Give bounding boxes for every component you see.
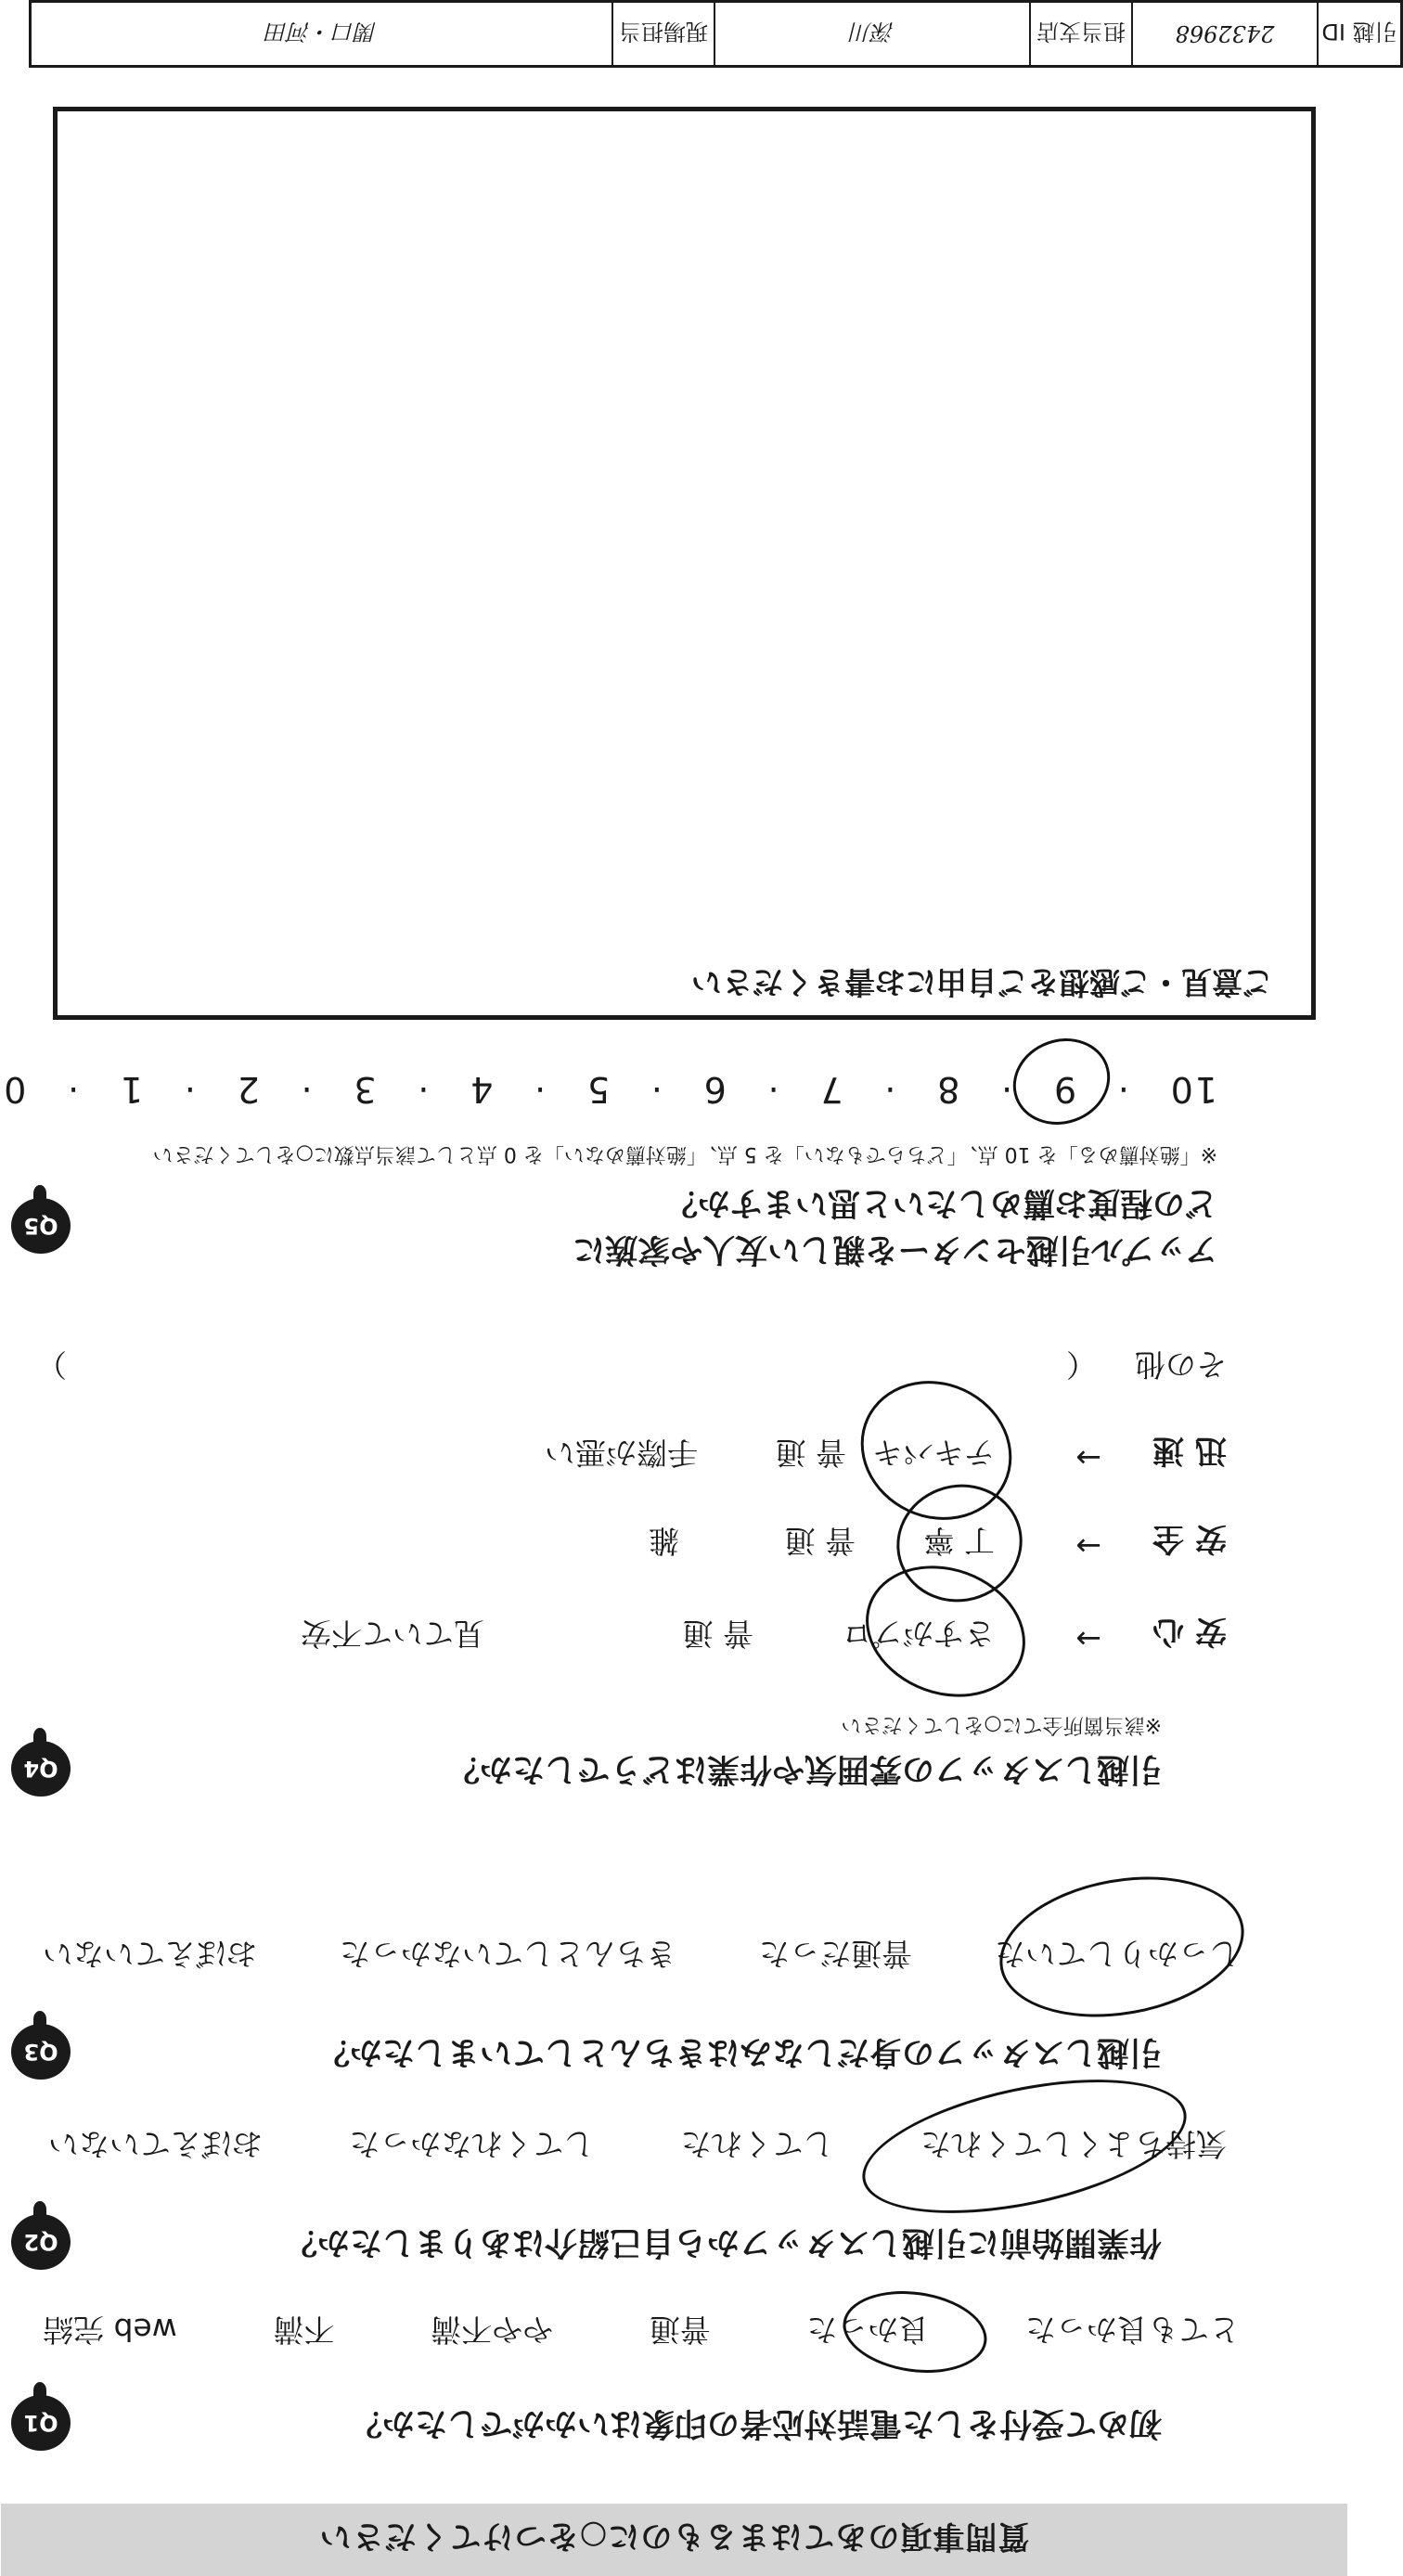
q1-option[interactable]: 良かった — [806, 2312, 930, 2348]
q2-selection-circle — [851, 2054, 1198, 2237]
q1-option[interactable]: 不満 — [273, 2312, 335, 2348]
q1-text: 初めて受付をした電話対応者の印象はいかがでしたか？ — [349, 2404, 1162, 2441]
q1-selection-circle — [838, 2283, 992, 2382]
instruction-banner: 質問事項のあてはまるものに○をつけてください — [1, 2504, 1347, 2576]
q5-badge: Q5 — [11, 1198, 71, 1254]
q1-option[interactable]: とても良かった — [1025, 2312, 1240, 2348]
q3-selection-circle — [988, 1859, 1255, 2035]
q5-score[interactable]: 3 — [352, 1069, 377, 1110]
q2-badge: Q2 — [11, 2214, 71, 2270]
q5-score[interactable]: 5 — [585, 1069, 611, 1110]
q5-score[interactable]: 10 — [1168, 1069, 1217, 1110]
q4-row-option[interactable]: 雑 — [649, 1523, 679, 1559]
q2-option[interactable]: おぼえていない — [48, 2126, 264, 2162]
q2-option[interactable]: してくれた — [680, 2126, 834, 2162]
comment-box[interactable] — [53, 107, 1316, 1020]
q4-row-option[interactable]: 普 通 — [682, 1616, 753, 1652]
q1-badge: Q1 — [11, 2395, 71, 2451]
q4-row-option[interactable]: さすがプロ — [842, 1616, 995, 1652]
q4-other-label: その他 — [1135, 1346, 1227, 1383]
branch-label: 担当支店 — [1029, 3, 1131, 65]
q5-score[interactable]: 8 — [935, 1069, 960, 1110]
q4-row-arrow: → — [1075, 1440, 1101, 1476]
q5-score[interactable]: 2 — [235, 1069, 260, 1110]
q4-row-arrow: → — [1075, 1528, 1101, 1565]
q4-other-close: ） — [36, 1346, 67, 1383]
q4-note: ※該当箇所全てに○をしてください — [841, 1713, 1162, 1736]
q5-note: ※「絶対薦める」を 10 点、「どちらでもない」を 5 点、「絶対薦めない」を 0 点として該当点数に○をしてください — [152, 1142, 1217, 1166]
q1-option[interactable]: 普通 — [649, 2312, 711, 2348]
staff-label: 現場担当 — [611, 3, 714, 65]
q4-row-option[interactable]: テキパキ — [872, 1435, 995, 1471]
info-table — [29, 0, 1403, 68]
q4-badge: Q4 — [11, 1741, 71, 1797]
q5-score[interactable]: 0 — [2, 1069, 27, 1110]
q5-selection-circle — [1001, 1025, 1123, 1139]
q4-text: 引越しスタッフの雰囲気や作業はどうでしたか？ — [446, 1750, 1162, 1787]
q5-score[interactable]: 7 — [818, 1069, 843, 1110]
q4-row-label: 安 全 — [1152, 1520, 1227, 1557]
q5-score[interactable]: 1 — [118, 1069, 144, 1110]
q5-scale: 10 · 9 · 8 · 7 · 6 · 5 · 4 · 3 · 2 · 1 · 0 — [2, 1069, 1217, 1110]
branch-value: 深川 — [714, 3, 1029, 65]
q2-text: 作業開始前に引越しスタッフから自己紹介はありましたか？ — [284, 2223, 1162, 2260]
q5-score[interactable]: 4 — [469, 1069, 494, 1110]
q4-row-option[interactable]: 見ていて不安 — [301, 1616, 484, 1652]
q5-score[interactable]: 6 — [702, 1069, 727, 1110]
q5-text-line1: アップル引越センターを親しい友人や家族に — [573, 1230, 1217, 1268]
q5-text-line2: どの程度お薦めしたいと思いますか？ — [664, 1184, 1217, 1221]
q3-text: 引越しスタッフの身だしなみはきちんとしていましたか？ — [316, 2033, 1162, 2070]
q2-option[interactable]: 気持ちよくしてくれた — [920, 2126, 1227, 2162]
q3-option[interactable]: 普通だった — [759, 1936, 912, 1972]
q2-option[interactable]: してくれなかった — [349, 2126, 595, 2162]
q4-row-option[interactable]: 普 通 — [784, 1523, 856, 1559]
id-value: 2432968 — [1131, 3, 1317, 65]
q1-option[interactable]: web 完結 — [43, 2312, 177, 2348]
q4-row-label: 迅 速 — [1152, 1432, 1227, 1469]
q1-options — [43, 2310, 1240, 2353]
q4-row-option[interactable]: 普 通 — [775, 1435, 846, 1471]
q3-badge: Q3 — [11, 2024, 71, 2080]
q1-option[interactable]: やや不満 — [431, 2312, 554, 2348]
id-label: 引越 ID — [1317, 3, 1400, 65]
q3-option[interactable]: しっかりしていた — [995, 1936, 1240, 1972]
q4-other-open: （ — [1066, 1346, 1097, 1383]
q4-row-option[interactable]: 手際が悪い — [545, 1435, 698, 1471]
q4-row-label: 安 心 — [1152, 1613, 1227, 1650]
q3-option[interactable]: きちんとしていなかった — [340, 1936, 676, 1972]
q3-option[interactable]: おぼえていない — [43, 1936, 257, 1972]
q5-score[interactable]: 9 — [1051, 1069, 1077, 1110]
comment-title: ご意見・ご感想をご自由にお書きください — [691, 964, 1273, 1000]
staff-value: 関口・河田 — [265, 19, 378, 45]
q4-row-arrow: → — [1075, 1621, 1101, 1657]
q4-row-option[interactable]: 丁 寧 — [923, 1523, 995, 1559]
